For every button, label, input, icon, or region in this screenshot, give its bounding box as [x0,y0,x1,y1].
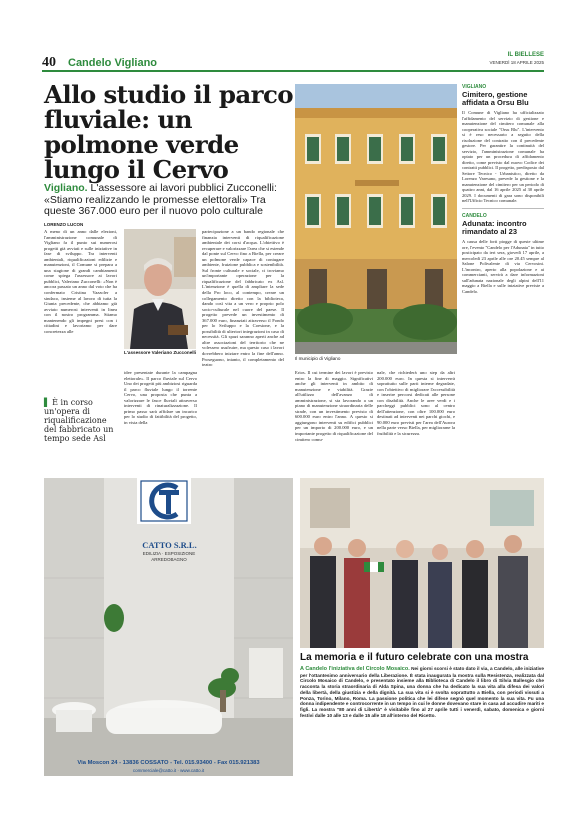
header-rule [42,70,544,72]
article-column-3: partecipazione a un bando regionale che finanzia interventi di riqualificazione ambientale dei corsi d'acqua. L'obiettivo è recuperare e valorizzare l'area che si estende dal ponte sul Cervo fino a Biella, per creare un polmone verde capace di coniugare ambiente, fruizione pubblica e sostenibilità. Sul fronte culturale e sociale, ci troviamo un'importante operazione per la riqualificazione del fabbricato ex Asl. L'intenzione è quella di ampliare la sede della Pro loco, al contempo, creare un collegamento diretto con la biblioteca, dando così vita a un vero e proprio polo socio-culturale nel cuore del paese. Il progetto prevede un investimento di 367.000 euro, finanziati attraverso il Fondo per lo Sviluppo e la Coesione, e la possibilità di ulteriori integrazioni in caso di necessità. Gli spazi saranno aperti anche ad altre associazioni del territorio che ne volessero usufruire, ma questo caso i lavori dovrebbero iniziare entro la fine dell'anno. Proseguono, intanto, il completamento del teatro [202,229,284,368]
sidebar-briefs [462,84,544,294]
ad-subtitle [114,551,224,562]
bottom-story-title: La memoria e il futuro celebrate con una mostra [300,652,529,663]
paper-name [489,52,544,66]
brief-divider [462,208,544,209]
brief-1-title: Cimitero, gestione affidata a Orsu Blu [462,90,529,108]
pull-quote-text: È in corso un'opera di riqualificazione del fabbricato un tempo sede Asl [44,398,114,443]
pull-quote [44,398,120,443]
article-headline: Allo studio il parco fluviale: un polmone verde lungo il Cervo [44,80,294,184]
catto-advertisement[interactable] [44,478,293,776]
ad-subtitle-line-2: ARREDOBAGNO [151,556,187,562]
quote-marker-icon: ▌ [44,397,51,407]
photo-caption-municipio: Il municipio di Vigliano [295,356,341,361]
mostra-photo [300,478,544,648]
issue-date: VENERDÌ 18 APRILE 2025 [489,60,544,65]
bottom-story-text [300,666,544,718]
ad-address: Via Moscon 24 - 13836 COSSATO - Tel. 015.93400 - Fax 015.921383 [77,760,260,766]
assessore-photo [124,229,196,349]
page-number: 40 [42,55,56,70]
building-image [295,84,457,354]
article-column-5: nale, che richiederà uno step da altri 200.000 euro. In questa si interverrà soprattutto sulle parti interne degradate, con l'obiettivo di migliorare l'accessibilità e inserire percorsi dedicati alle persone con disabilità. Anche le aree verdi e i parcheggi pubblici sono al centro dell'attenzione, con oltre 100.000 euro destinati ad interventi nei parchi giochi, e 90.000 euro previsti per l'area dell'Aurora nella parte verso Biella, per migliorarne la fruibilità e la sicurezza. [377,370,455,437]
catto-logo-icon [137,478,191,524]
catto-logo [137,478,191,524]
brief-1-kicker: VIGLIANO [462,84,487,90]
brief-2-title: Adunata: incontro rimandato al 23 [462,218,527,237]
article-column-2: idee presentate durante la campagna elettorale». Il parco fluviale sul Cervo Uno dei progetti più ambiziosi riguarda il parco fluviale lungo il torrente Cervo, una proposta che punta a valorizzare le fasce fluviali attraverso interventi di rinaturalizzazione. Il primo passo sarà affidare un incarico per lo studio di fattibilità del progetto, in vista della [124,370,197,425]
byline: LORENZO LUCON [44,222,84,227]
bottom-story-body: Nei giorni scorsi è stato dato il via, a Candelo, alle iniziative per l'ottantesimo anniversario della Liberazione. È stata inaugurata la mostra sulla Resistenza, realizzata dal Circolo Mosaico di Candelo, e presentato insieme alla Biblioteca di Candelo il libro di Silvia Ballesgio che racconta la storia straordinaria di Alda Spina, una donna che ha dedicato la sua vita alla difesa dei valori della libertà, della giustizia e della dignità. La sua vita si è svolta soprattutto a Biella, con periodi vissuti a Ponza, Torino, Milano, Roma. La passione politica che lei difese segnò quel momento la sua vita. Fu una donna indipendente e controcorrente in un tempo in cui le donne dovevano stare in casa ad accudire mariti e figli. La mostra "80 anni di Libertà" è visitabile fino al 27 aprile tutti i venerdì, sabato, domenica e giorni festivi dalle 10 alle 13 e dalle 15 alle 18 all'interno del Ricetto. [300,666,544,718]
municipio-photo [295,84,457,354]
portrait-image [124,229,196,349]
article-column-1: A meno di un anno dalle elezioni, l'amministrazione comunale di Vigliano fa il punto sui numerosi progetti già avviati e sulle iniziative in fase di sviluppo. Tra interventi ambientali, riqualificazioni edilizie e manutenzioni, il Comune si prepara a una stagione di grandi cambiamenti come spiega l'assessore ai lavori pubblici, Valeriano Zucconelli: «Non è ancora passato un anno dal voto che ha confermato Cristina Vazzoler a sindaco, insieme al lavoro di tutta la Giunta precedente, che abbiamo già avviato numerosi interventi in linea con il nostro programma. Stiamo mantenendo gli impegni presi con i cittadini e lavoriamo per dare concretezza alle [44,229,117,334]
photo-caption-assessore: L'assessore Valeriano Zucconelli [124,350,197,355]
article-column-4: Erios. Il cui termine dei lavori è previsto entro la fine di maggio. Significativi anche gli interventi in ambito di manutenzione e viabilità. Grazie all'utilizzo dell'avanzo di amministrazione, si sta lavorando a un piano di manutenzione straordinaria delle strade, con un investimento previsto di 600.000 euro entro l'anno. A questo si aggiungono interventi su edifici pubblici per un importo di 200.000 euro, e un importante progetto di riqualificazione del cimitero comu- [295,370,373,442]
ad-web[interactable]: commerciale@catto.it · www.catto.it [132,768,205,773]
paper-title: IL BIELLESE [507,52,544,58]
subhead-lead: Vigliano. [44,182,88,194]
article-subhead [44,183,294,218]
brief-1-text: Il Comune di Vigliano ha ufficializzato l'affidamento del servizio di gestione e manutenzione del cimitero comunale alla cooperativa sociale "Orsu Blu". L'intervento si è reso necessario a seguito della risoluzione del contratto con il precedente gestore. Per garantire la continuità del servizio, l'amministrazione comunale ha optato per un procedura di affidamento diretto, come previsto dal nuovo Codice dei contratti pubblici. Il progetto, predisposto dal Settore Tecnico - Urbanistico, diretto da Lorenzo Varesano, prevede la gestione e la manutenzione del cimitero per un periodo di quattro anni, dal 16 aprile 2025 al 30 aprile 2029. I documenti di gara sono disponibili nell'Ufficio Tecnico comunale. [462,110,544,204]
group-image [300,478,544,648]
brief-2-text: A causa delle forti piogge di queste ultime ore, l'evento "Candelo per l'Adunata" in tutto posticipato da ieri sera, giovedì 17 aprile, a mercoledì 23 aprile alle ore 20.45 sempre al Salone Polivalente di via Cervosini. L'incontro, aperto alla popolazione e ai commercianti, servirà a dare informazioni sull'adunata nazionale degli alpini dell'11 maggio a Biella e sulle iniziative previste a Candelo. [462,239,544,294]
brief-2-kicker: CANDELO [462,212,487,219]
ad-brand: CATTO S.R.L. [142,540,197,550]
bottom-story-lead: A Candelo l'iniziativa del Circolo Mosaico. [300,666,410,672]
section-title: Candelo Vigliano [68,57,158,69]
ad-subtitle-line-1: EDILIZIA · ESPOSIZIONE [142,551,196,556]
subhead-text: L'assessore ai lavori pubblici Zucconelli: «Stiamo realizzando le promesse elettorali» Tra queste 367.000 euro per il nuovo polo culturale [44,182,277,217]
